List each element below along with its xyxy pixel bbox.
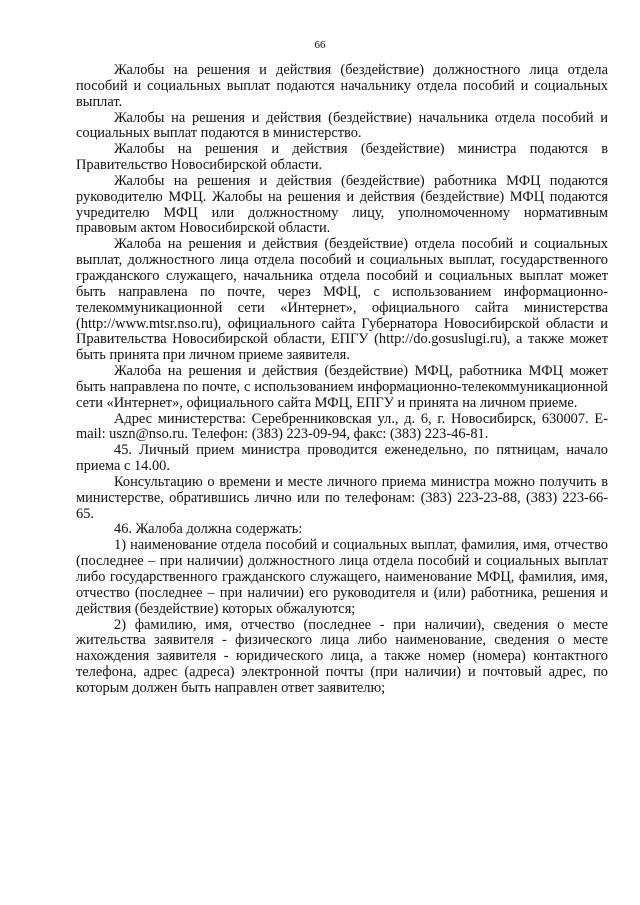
paragraph-subitem-2: 2) фамилию, имя, отчество (последнее - при наличии), сведения о месте жительства заявителя - физического лица либо наименование, сведения о месте нахождения заявителя - юридического лица, а также номер (номера) контактного телефона, адрес (адреса) электронной почты (при наличии) и почтовый адрес, по которым должен быть направлен ответ заявителю; bbox=[76, 616, 608, 696]
paragraph-complaints-official: Жалобы на решения и действия (бездействие) должностного лица отдела пособий и социальных выплат подаются начальнику отдела пособий и социальных выплат. bbox=[76, 62, 608, 110]
paragraph-complaints-minister: Жалобы на решения и действия (бездействие) министра подаются в Правительство Новосибирской области. bbox=[76, 141, 608, 174]
paragraph-ministry-address: Адрес министерства: Серебренниковская ул., д. 6, г. Новосибирск, 630007. E-mail: uszn@nso.ru. Телефон: (383) 223-09-94, факс: (383) 223-46-81. bbox=[76, 410, 608, 443]
document-body bbox=[76, 63, 608, 697]
paragraph-item-45: 45. Личный прием министра проводится еженедельно, по пятницам, начало приема с 14.00. bbox=[76, 442, 608, 475]
page-number: 66 bbox=[314, 39, 326, 51]
paragraph-consultation: Консультацию о времени и месте личного приема министра можно получить в министерстве, обратившись лично или по телефонам: (383) 223-23-88, (383) 223-66-65. bbox=[76, 473, 608, 522]
paragraph-subitem-1: 1) наименование отдела пособий и социальных выплат, фамилия, имя, отчество (последнее – при наличии) должностного лица отдела пособий и социальных выплат либо государственного гражданского служащего, наименование МФЦ, фамилия, имя, отчество (последнее – при наличии) его руководителя и (или) работника, решения и действия (бездействие) которых обжалуются; bbox=[76, 537, 608, 617]
paragraph-complaint-submission: Жалоба на решения и действия (бездействие) отдела пособий и социальных выплат, должностного лица отдела пособий и социальных выплат, государственного гражданского служащего, начальника отдела пособий и социальных выплат может быть направлена по почте, через МФЦ, с использованием информационно-телекоммуникационной сети «Интернет», официального сайта министерства (http://www.mtsr.nso.ru), официального сайта Губернатора Новосибирской области и Правительства Новосибирской области, ЕПГУ (http://do.gosuslugi.ru), а также может быть принята при личном приеме заявителя. bbox=[76, 236, 608, 364]
paragraph-item-46: 46. Жалоба должна содержать: bbox=[114, 521, 303, 538]
paragraph-complaint-mfc-submission: Жалоба на решения и действия (бездействие) МФЦ, работника МФЦ может быть направлена по почте, с использованием информационно-телекоммуникационной сети «Интернет», официального сайта МФЦ, ЕПГУ и принята на личном приеме. bbox=[76, 363, 608, 411]
paragraph-complaints-head: Жалобы на решения и действия (бездействие) начальника отдела пособий и социальных выплат подаются в министерство. bbox=[76, 109, 608, 142]
paragraph-complaints-mfc: Жалобы на решения и действия (бездействие) работника МФЦ подаются руководителю МФЦ. Жалобы на решения и действия (бездействие) МФЦ подаются учредителю МФЦ или должностному лицу, уполномоченному нормативным правовым актом Новосибирской области. bbox=[76, 172, 608, 237]
